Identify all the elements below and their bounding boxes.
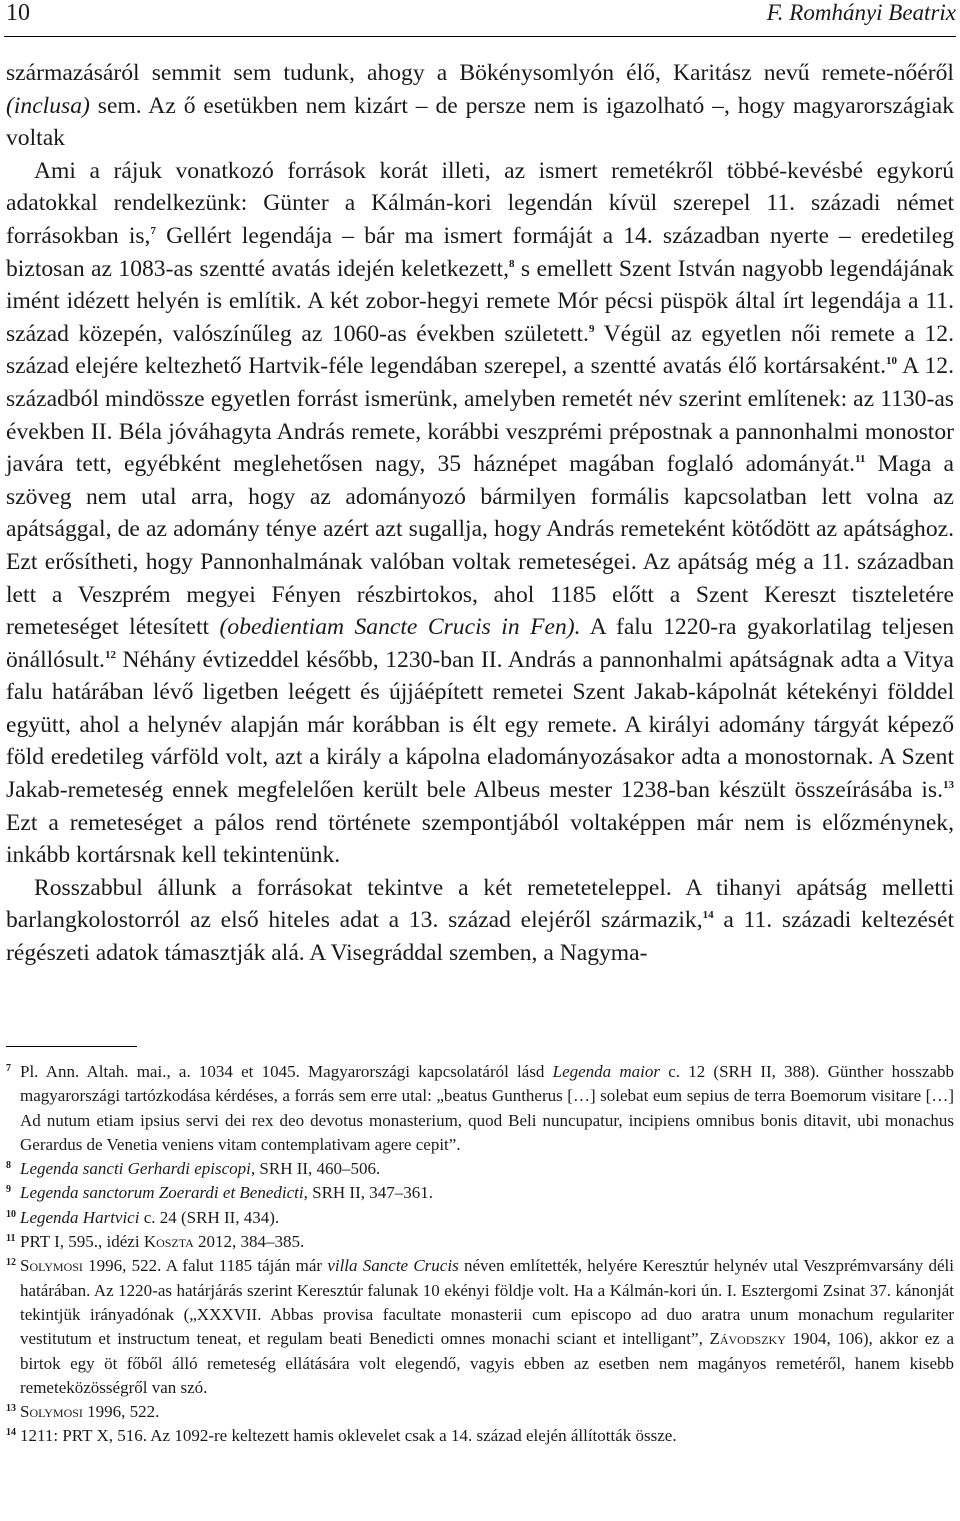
footnote-11 <box>6 1230 954 1254</box>
text-run: sem. Az ő esetükben nem kizárt – de persze nem is igazolható –, hogy magyarországiak voltak <box>6 92 954 152</box>
footnote-10 <box>6 1206 954 1230</box>
footnote-7 <box>6 1060 954 1157</box>
text-run: Maga a szöveg nem utal arra, hogy az adományozó bármilyen formális kapcsolatban lett volna az apátsággal, de az adomány ténye azért azt sugallja, hogy András remeteként kötődött az apátsághoz. Ezt erősítheti, hogy Pannonhalmának valóban voltak remeteségei. Az apátság még a 11. században lett a Veszprém megyei Fényen részbirtokos, ahol 1185 előtt a Szent Kereszt tiszteletére remeteséget létesített <box>6 451 954 641</box>
text-run: a 11. századi keltezését régészeti adatok támasztják alá. A Visegráddal szemben, a Nagyma- <box>6 907 955 967</box>
footnote-ref-12[interactable]: 12 <box>104 648 116 661</box>
text-run: A 12. századból mindössze egyetlen forrást ismerünk, amelyben remetét név szerint említenek: az 1130-as években II. Béla jóváhagyta András remete, korábbi veszprémi prépostnak a pannonhalmi monostor javára tett, egyébként meglehetősen nagy, 35 háznépet magában foglaló adományát. <box>6 353 954 478</box>
running-head: F. Romhányi Beatrix <box>766 0 956 25</box>
paragraph-3 <box>6 872 954 970</box>
text-run: néven említették, helyére Keresztúr helynév utal Veszprémvarsány déli határában. Az 1220-as határjárás szerint Keresztúr falunak 10 ekényi földje volt. Ha a Kálmán-kori ún. I. Esztergomi Zsinat 37. kánonját tekintjük irányadónak („XXXVII. Abbas provisa facultate monasterii cum episcopo ad duo aratra unum monachum regulariter vestitutum et instructum teneat, et regulam beati Benedicti omnes monachi sciant et intelligant”, <box>20 1256 954 1349</box>
page-number: 10 <box>6 0 30 26</box>
text-run: 1211: PRT X, 516. Az 1092-re keltezett hamis oklevelet csak a 14. század elején állították össze. <box>20 1426 677 1446</box>
footnote-number: 10 <box>6 1208 16 1220</box>
author-name: Solymosi <box>20 1256 83 1276</box>
footnote-number: 9 <box>6 1184 11 1196</box>
footnote-ref-9[interactable]: 9 <box>588 322 595 335</box>
text-run-italic: Legenda sanctorum Zoerardi et Benedicti, <box>20 1183 308 1203</box>
text-run: 2012, 384–385. <box>193 1232 305 1252</box>
footnote-separator <box>6 1046 137 1047</box>
footnote-ref-11[interactable]: 11 <box>855 453 866 466</box>
footnote-ref-7[interactable]: 7 <box>150 224 156 237</box>
text-run: Rosszabbul állunk a forrásokat tekintve a két remeteteleppel. A tihanyi apátság melletti barlangkolostorról az első hiteles adat a 13. század elejéről származik, <box>6 874 954 934</box>
footnote-number: 12 <box>6 1257 16 1269</box>
text-run: 1996, 522. <box>82 1402 160 1422</box>
text-run: Végül az egyetlen női remete a 12. század elejére keltezhető Hartvik-féle legendában szerepel, a szentté avatás élő kortársaként. <box>6 320 954 380</box>
text-run: Pl. Ann. Altah. mai., a. 1034 et 1045. Magyarországi kapcsolatáról lásd <box>20 1062 553 1081</box>
footnote-number: 7 <box>6 1063 11 1074</box>
text-run: PRT I, 595., idézi <box>20 1232 144 1252</box>
text-run: A falu 1220-ra gyakorlatilag teljesen önállósult. <box>6 614 954 673</box>
footnote-number: 14 <box>6 1427 16 1439</box>
footnotes <box>6 1060 954 1449</box>
footnote-ref-14[interactable]: 14 <box>702 909 714 922</box>
paragraph-1 <box>6 57 954 155</box>
footnote-ref-8[interactable]: 8 <box>508 257 515 270</box>
text-run: 1996, 522. A falut 1185 táján már <box>82 1256 328 1276</box>
text-run: Ami a rájuk vonatkozó források korát illeti, az ismert remetékről többé-kevésbé egykorú adatokkal rendelkezünk: Günter a Kálmán-kori legendán kívül szerepel 11. századi német forrásokban is, <box>6 157 954 249</box>
text-run: c. 12 (SRH II, 388). Günther hosszabb magyarországi tartózkodása kérdéses, a forrás sem erre utal: „beatus Guntherus […] solebat eum sepius de terra Boemorum visitare […] Ad nutum etiam ipsius servi dei rex deo devotus monasterium, quod Beli nuncupatur, incipiens omnibus bonis ditavit, ubi monachus Gerardus de Venetia veniens vitam contemplativam agere cepit”. <box>20 1062 954 1154</box>
text-run-italic: Legenda Hartvici <box>20 1207 140 1227</box>
footnote-9 <box>6 1181 954 1205</box>
text-run: 1904, 106), akkor ez a birtok egy öt főből álló remeteség ellátására volt elegendő, vagyis ebben az esetben nem magányos remetéről, hanem kisebb remeteközösségről van szó. <box>20 1329 954 1397</box>
text-run: Gellért legendája – bár ma ismert formáját a 14. században nyerte – eredetileg biztosan az 1083-as szentté avatás idején keletkezett, <box>6 222 955 282</box>
author-name: Solymosi <box>20 1402 83 1422</box>
footnote-ref-13[interactable]: 13 <box>943 779 954 792</box>
footnote-number: 11 <box>6 1233 16 1245</box>
footnote-ref-10[interactable]: 10 <box>886 355 898 368</box>
text-run: Ezt a remeteséget a pálos rend története szempontjából voltaképpen már nem is előzménynek, inkább kortársnak kell tekintenünk. <box>6 809 954 869</box>
footnote-13 <box>6 1400 954 1424</box>
text-run-italic: Legenda sancti Gerhardi episcopi, <box>20 1159 256 1179</box>
text-run-italic: (inclusa) <box>6 92 90 119</box>
text-run: származásáról semmit sem tudunk, ahogy a Bökénysomlyón élő, Karitász nevű remete-nőéről <box>6 60 954 86</box>
text-run: SRH II, 347–361. <box>307 1183 434 1203</box>
paragraph-2 <box>6 155 954 872</box>
footnote-number: 8 <box>6 1160 11 1172</box>
author-name: Koszta <box>143 1232 194 1252</box>
text-run: SRH II, 460–506. <box>255 1159 381 1179</box>
footnote-8 <box>6 1157 954 1181</box>
footnote-14 <box>6 1424 954 1448</box>
footnote-12 <box>6 1254 954 1400</box>
text-run-italic: (obedientiam Sancte Crucis in Fen). <box>219 614 581 641</box>
text-run-italic: villa Sancte Crucis <box>327 1256 459 1276</box>
main-text <box>6 57 954 970</box>
author-name: Závodszky <box>709 1329 786 1349</box>
footnote-number: 13 <box>6 1403 16 1415</box>
text-run-italic: Legenda maior <box>552 1062 661 1081</box>
text-run: s emellett Szent István nagyobb legendájának imént idézett helyén is említik. A két zobor-hegyi remete Mór pécsi püspök által írt legendája a 11. század közepén, valószínűleg az 1060-as években született. <box>6 255 954 347</box>
page-header <box>4 0 956 37</box>
text-run: c. 24 (SRH II, 434). <box>139 1207 280 1227</box>
text-run: Néhány évtizeddel később, 1230-ban II. András a pannonhalmi apátságnak adta a Vitya falu határában lévő ligetben leégett és újjáépített remetei Szent Jakab-kápolnát kétekényi földdel együtt, ahol a helynév alapján már korábban is élt egy remete. A királyi adomány tárgyát képező föld eredetileg várföld volt, azt a király a kápolna eladományozásakor adta a monostornak. A Szent Jakab-remeteség ennek megfelelően került bele Albeus mester 1238-ban készült összeírásába is. <box>6 646 954 804</box>
